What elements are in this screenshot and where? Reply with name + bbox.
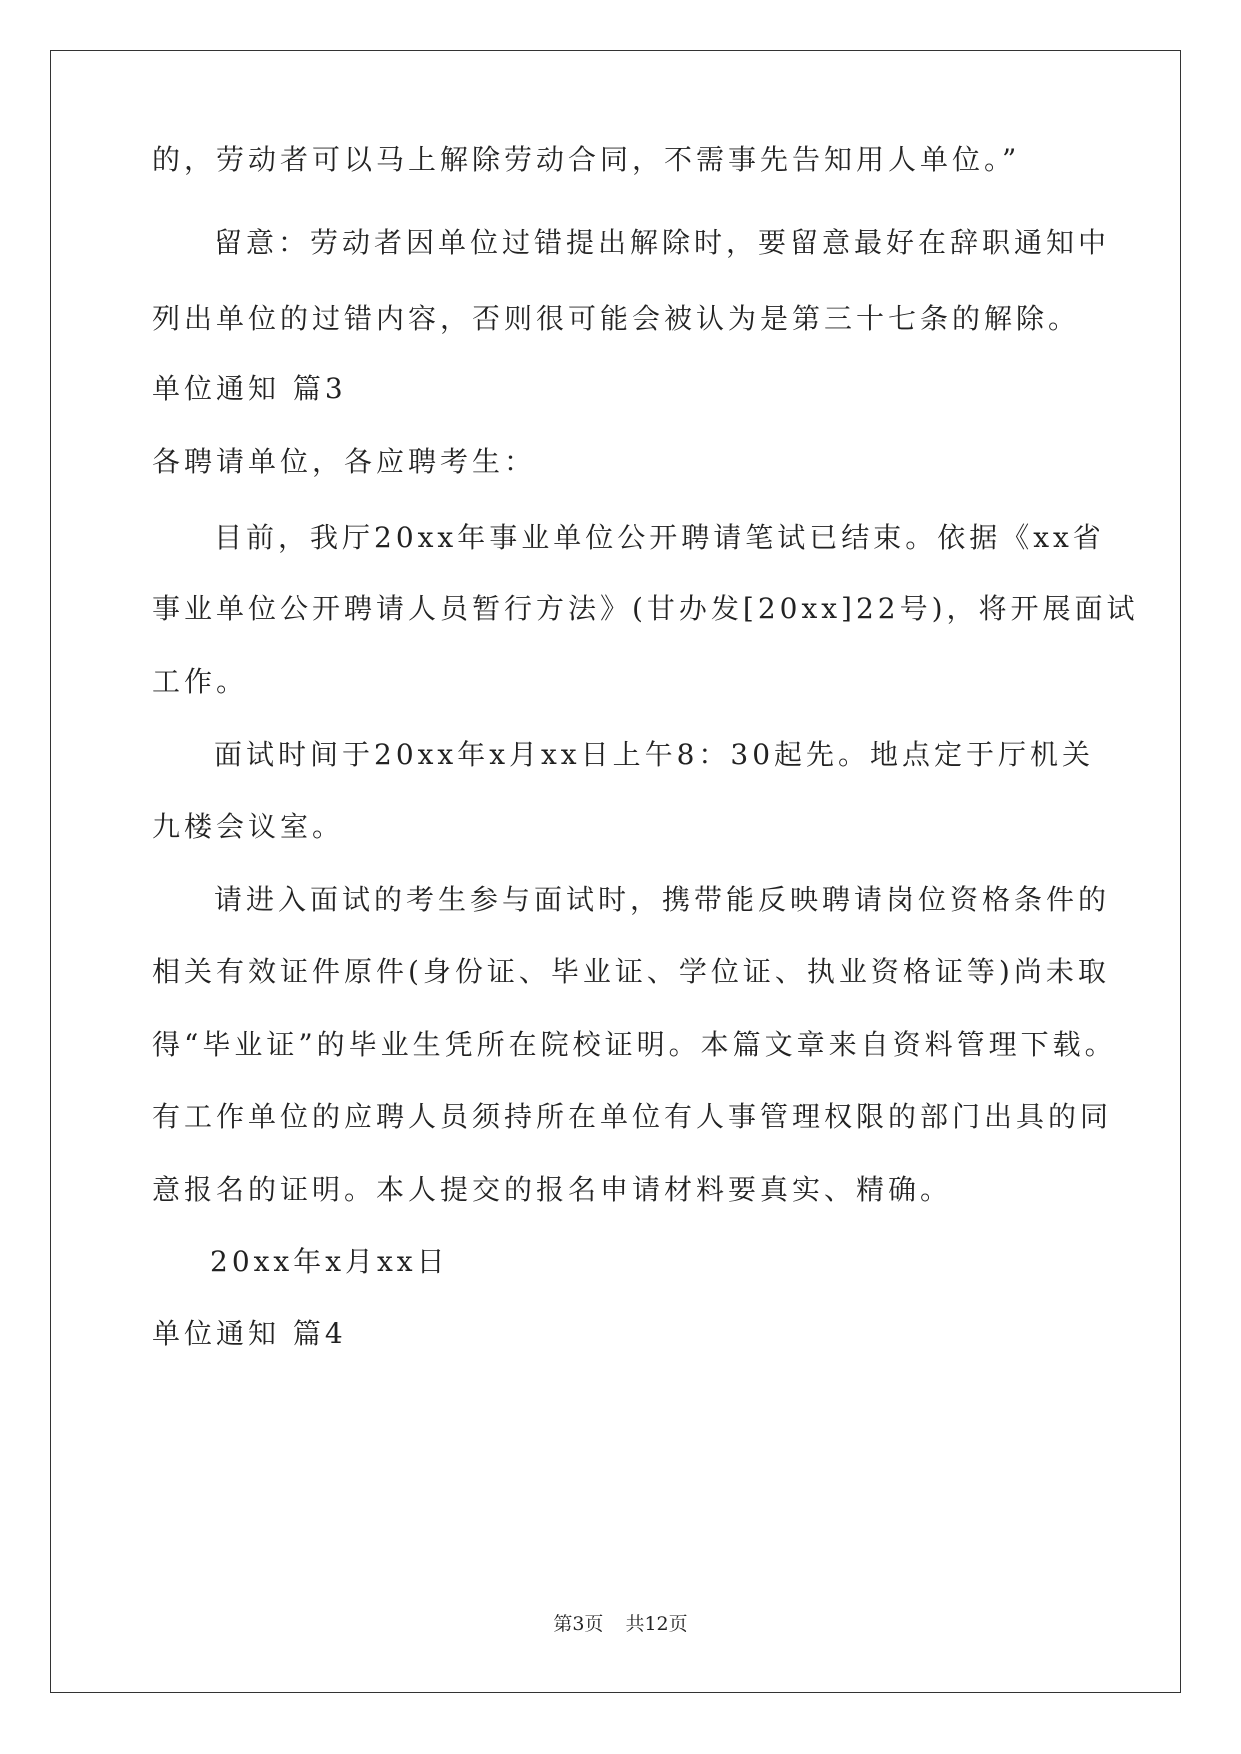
text-line-6: 目前，我厅20xx年事业单位公开聘请笔试已结束。依据《xx省 xyxy=(214,521,1105,554)
text-line-15: 意报名的证明。本人提交的报名申请材料要真实、精确。 xyxy=(152,1173,953,1206)
salutation: 各聘请单位，各应聘考生： xyxy=(152,445,537,478)
text-line-8: 工作。 xyxy=(152,665,249,698)
text-line-9: 面试时间于20xx年x月xx日上午8：30起先。地点定于厅机关 xyxy=(214,738,1095,771)
text-line-14: 有工作单位的应聘人员须持所在单位有人事管理权限的部门出具的同 xyxy=(152,1100,1113,1133)
page-total: 共12页 xyxy=(625,1613,688,1635)
page-footer xyxy=(0,1612,1241,1636)
date-line: 20xx年x月xx日 xyxy=(210,1245,449,1278)
section-heading-3: 单位通知 篇3 xyxy=(152,372,347,405)
section-heading-4: 单位通知 篇4 xyxy=(152,1317,347,1350)
text-line-2: 留意：劳动者因单位过错提出解除时，要留意最好在辞职通知中 xyxy=(214,226,1111,259)
page-number: 第3页 xyxy=(553,1613,604,1635)
text-line-7: 事业单位公开聘请人员暂行方法》(甘办发[20xx]22号)，将开展面试 xyxy=(152,592,1139,625)
text-line-1: 的，劳动者可以马上解除劳动合同，不需事先告知用人单位。” xyxy=(152,143,1021,176)
text-line-11: 请进入面试的考生参与面试时，携带能反映聘请岗位资格条件的 xyxy=(214,883,1111,916)
text-line-13: 得“毕业证”的毕业生凭所在院校证明。本篇文章来自资料管理下载。 xyxy=(152,1028,1117,1061)
text-line-12: 相关有效证件原件(身份证、毕业证、学位证、执业资格证等)尚未取 xyxy=(152,955,1110,988)
text-line-10: 九楼会议室。 xyxy=(152,810,345,843)
page-border xyxy=(50,50,1181,1693)
text-line-3: 列出单位的过错内容，否则很可能会被认为是第三十七条的解除。 xyxy=(152,302,1081,335)
